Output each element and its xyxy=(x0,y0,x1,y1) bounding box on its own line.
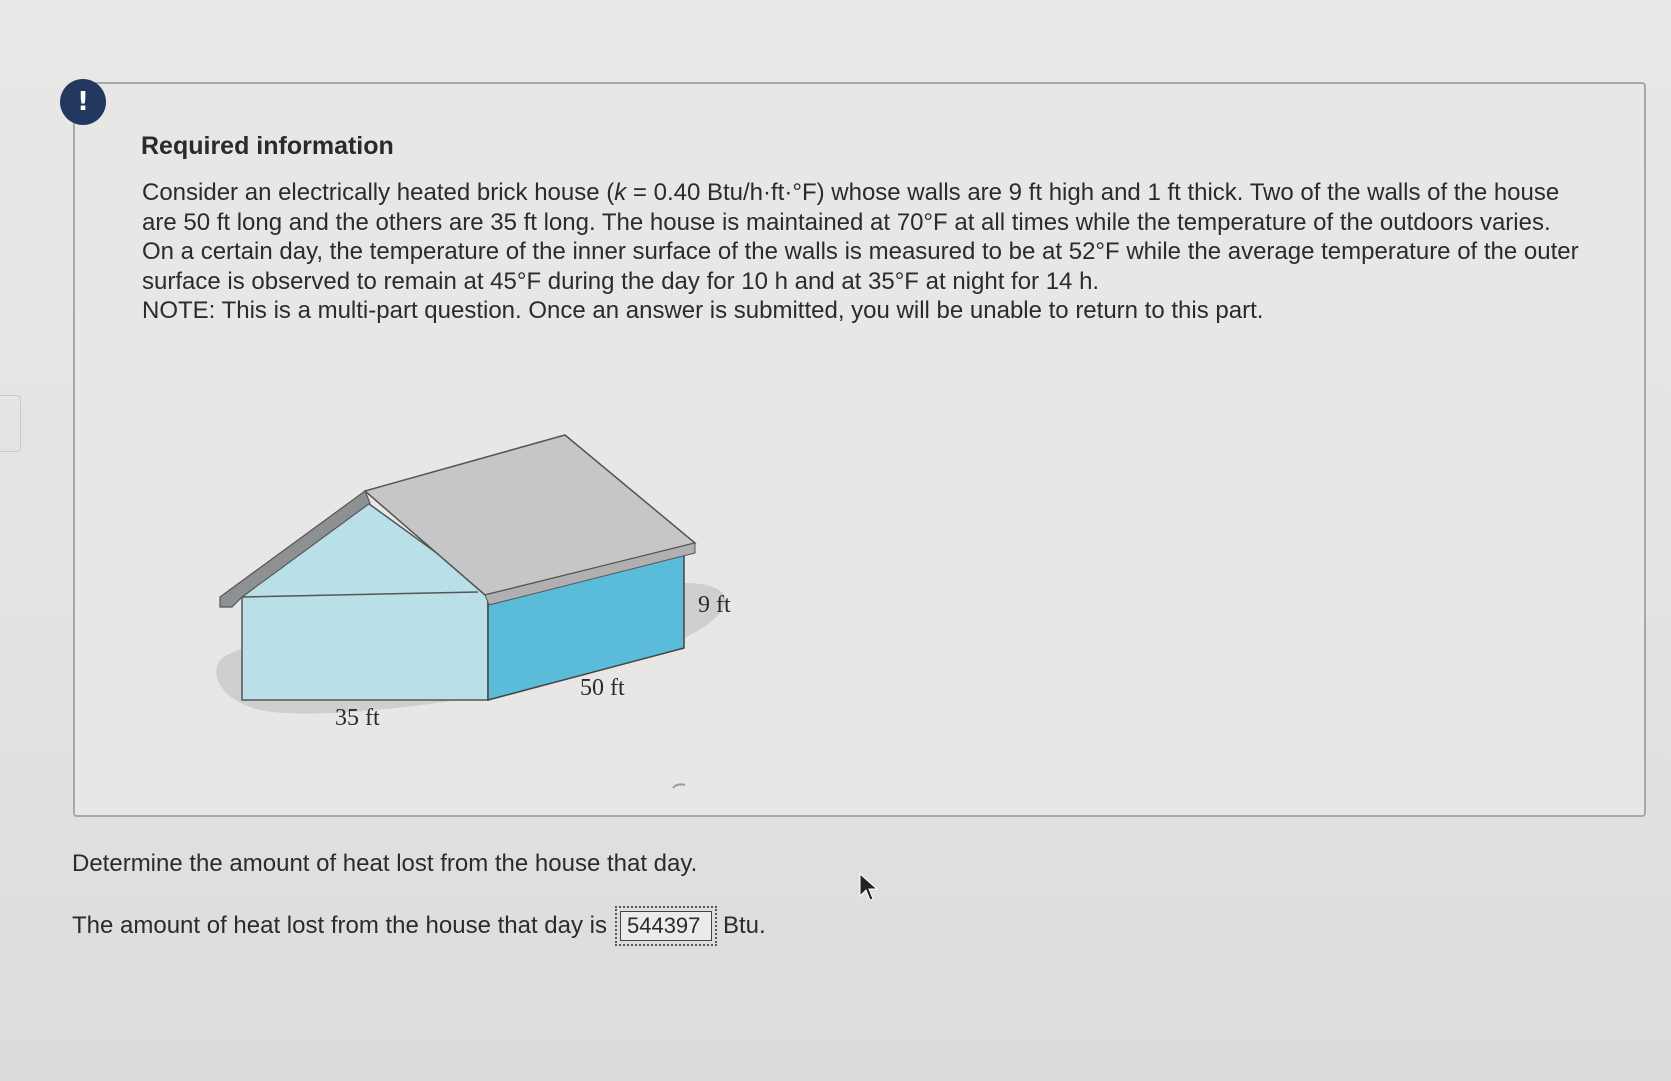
problem-note: NOTE: This is a multi-part question. Once an answer is submitted, you will be unable to return to this part. xyxy=(142,297,1264,324)
required-info-title: Required information xyxy=(141,132,394,160)
left-edge-tab xyxy=(0,395,21,452)
width-label: 35 ft xyxy=(335,705,380,731)
problem-text: Consider an electrically heated brick house (k = 0.40 Btu/h·ft·°F) whose walls are 9 ft high and 1 ft thick. Two of the walls of the house are 50 ft long and the others are 35 ft long. The house is maintained at 70°F at all times while the temperature of the outdoors varies. On a certain day, the temperature of the inner surface of the walls is measured to be at 52°F while the average temperature of the outer surface is observed to remain at 45°F during the day for 10 h and at 35°F at night for 14 h. xyxy=(142,179,1579,295)
problem-statement xyxy=(142,178,1582,326)
answer-unit: Btu. xyxy=(722,912,766,939)
mouse-pointer-icon xyxy=(858,872,878,902)
answer-field-wrapper xyxy=(615,906,717,946)
answer-prefix: The amount of heat lost from the house that day is xyxy=(72,912,607,939)
alert-badge xyxy=(60,79,106,125)
house-diagram xyxy=(210,425,750,755)
answer-input[interactable] xyxy=(620,911,712,941)
answer-line xyxy=(72,906,766,946)
question-prompt: Determine the amount of heat lost from the house that day. xyxy=(72,850,698,877)
length-label: 50 ft xyxy=(580,675,625,701)
height-label: 9 ft xyxy=(698,592,731,618)
smudge-mark xyxy=(672,782,686,790)
exclamation-icon: ! xyxy=(77,87,89,117)
